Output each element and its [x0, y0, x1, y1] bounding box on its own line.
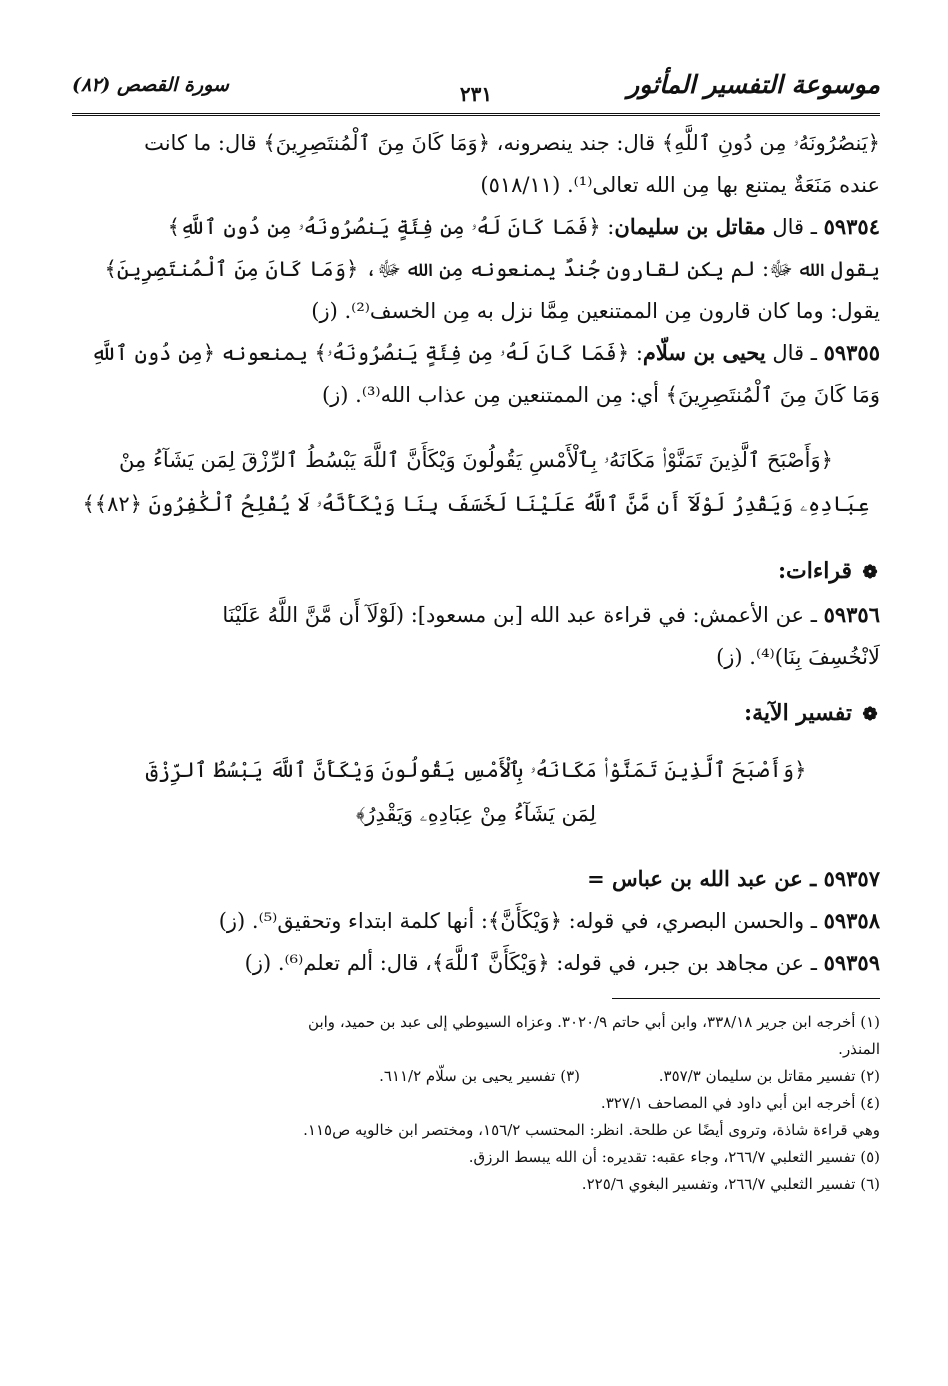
book-page: [72, 60, 880, 1350]
footnote-6: (٦) تفسير الثعلبي ٢٦٦/٧، وتفسير البغوي ٢٢٥/٦.: [581, 1175, 880, 1193]
footnote-divider: [612, 998, 880, 999]
quran-verse-line: ﴿وَأَصْبَحَ ٱلَّذِينَ تَمَنَّوْا۟ مَكَانَهُۥ بِٱلْأَمْسِ يَقُولُونَ وَيْكَأَنَّ ٱللَّهَ يَبْسُطُ ٱلرِّزْقَ لِمَن يَشَآءُ مِنْ: [119, 448, 833, 472]
heading-label: قراءات:: [777, 558, 852, 584]
book-title: موسوعة التفسير المأثور: [627, 70, 880, 99]
page-number: ٢٣١: [459, 82, 493, 106]
footnote-4-cont: وهي قراءة شاذة، وتروى أيضًا عن طلحة. انظر: المحتسب ١٥٦/٢، ومختصر ابن خالويه ص١١٥.: [303, 1121, 880, 1139]
narrator-name: يحيى بن سلّام: [642, 340, 766, 365]
narration-number: ٥٩٣٥٤: [823, 214, 880, 239]
footnote-1-cont: المنذر.: [838, 1040, 880, 1058]
footnote-2: (٢) تفسير مقاتل بن سليمان ٣٥٧/٣.: [658, 1067, 880, 1085]
narration-5357: [72, 858, 880, 900]
heading-label: تفسير الآية:: [743, 700, 852, 726]
quran-verse-line: لِمَن يَشَآءُ مِنْ عِبَادِهِۦ وَيَقْدِرُ﴾: [356, 802, 596, 826]
flower-ornament-icon: ❁: [862, 562, 878, 583]
footnote-pair: [72, 1063, 880, 1090]
footnote-3: (٣) تفسير يحيى بن سلّام ٦١١/٢.: [379, 1067, 580, 1085]
text-line: ﴿يَنصُرُونَهُۥ مِن دُونِ ٱللَّهِ﴾ قال: جند ينصرونه، ﴿وَمَا كَانَ مِنَ ٱلْمُنتَصِرِينَ﴾ قال: ما كانت: [144, 131, 880, 155]
footnote-5: (٥) تفسير الثعلبي ٢٦٦/٧، وجاء عقبه: تقديره: أن الله يبسط الرزق.: [468, 1148, 880, 1166]
footnote-1: (١) أخرجه ابن جرير ٣٣٨/١٨، وابن أبي حاتم ٣٠٢٠/٩. وعزاه السيوطي إلى عبد بن حميد، وابن: [308, 1013, 880, 1031]
footnotes: [72, 1009, 880, 1198]
narration-5354: [72, 206, 880, 248]
narration-text: ـ عن عبد الله بن عباس =: [587, 866, 824, 891]
narration-number: ٥٩٣٥٧: [823, 866, 880, 891]
text-line: عنده مَنَعَةٌ يمتنع بها مِن الله تعالى⁽¹⁾. (٥١٨/١١): [480, 173, 880, 197]
main-text: [72, 116, 880, 984]
quran-verse-line: عِبَادِهِۦ وَيَقْدِرُ لَوْلَآ أَن مَّنَّ ٱللَّهُ عَلَيْنَا لَخَسَفَ بِنَا وَيْكَأَنَّهُۥ لَا يُفْلِحُ ٱلْكَٰفِرُونَ ﴿٨٢﴾﴾: [82, 492, 870, 516]
narration-number: ٥٩٣٥٩: [823, 950, 880, 975]
narration-text: ـ عن الأعمش: في قراءة عبد الله [بن مسعود]: (لَوْلَآ أَن مَّنَّ اللَّهُ عَلَيْنَا: [222, 603, 824, 627]
spacer: [72, 526, 880, 548]
narration-text: ـ والحسن البصري، في قوله: ﴿وَيْكَأَنَّ﴾: أنها كلمة ابتداء وتحقيق⁽⁵⁾. (ز): [218, 909, 824, 933]
text-line: يقول الله ﷻ: لم يكن لقارون جُندٌ يمنعونه مِن الله ﷻ، ﴿وَمَا كَانَ مِنَ ٱلْمُنتَصِرِينَ﴾: [104, 257, 880, 281]
narration-intro: ـ قال: [765, 215, 824, 239]
spacer: [72, 736, 880, 748]
spacer: [72, 678, 880, 690]
narration-5359: [72, 942, 880, 984]
section-heading-tafsir: [72, 690, 880, 736]
narration-text: : ﴿فَمَا كَانَ لَهُۥ مِن فِئَةٍ يَنصُرُونَهُۥ مِن دُونِ ٱللَّهِ﴾: [167, 215, 615, 239]
narration-text: : ﴿فَمَا كَانَ لَهُۥ مِن فِئَةٍ يَنصُرُونَهُۥ﴾ يمنعونه ﴿مِن دُونِ ٱللَّهِ: [90, 341, 643, 365]
narration-number: ٥٩٣٥٦: [823, 602, 880, 627]
narration-intro: ـ قال: [765, 341, 824, 365]
narration-number: ٥٩٣٥٨: [823, 908, 880, 933]
narration-text: ـ عن مجاهد بن جبر، في قوله: ﴿وَيْكَأَنَّ ٱللَّهَ﴾، قال: ألم تعلم⁽⁶⁾. (ز): [244, 951, 824, 975]
spacer: [72, 836, 880, 858]
narration-5355: [72, 332, 880, 374]
header-rule: [72, 113, 880, 116]
narrator-name: مقاتل بن سليمان: [614, 214, 766, 239]
narration-number: ٥٩٣٥٥: [823, 340, 880, 365]
text-line: لَانْخُسِفَ بِنَا)⁽⁴⁾. (ز): [716, 645, 880, 669]
text-line: يقول: وما كان قارون مِن الممتنعين مِمَّا نزل به مِن الخسف⁽²⁾. (ز): [311, 299, 880, 323]
page-header: [72, 60, 880, 116]
flower-ornament-icon: ❁: [862, 704, 878, 725]
surah-title: سورة القصص (٨٢): [72, 74, 229, 96]
spacer: [72, 416, 880, 438]
quran-verse-line: ﴿وَأَصْبَحَ ٱلَّذِينَ تَمَنَّوْا۟ مَكَانَهُۥ بِٱلْأَمْسِ يَقُولُونَ وَيْكَأَنَّ ٱللَّهَ يَبْسُطُ ٱلرِّزْقَ: [145, 758, 807, 782]
narration-5356: [72, 594, 880, 636]
text-line: وَمَا كَانَ مِنَ ٱلْمُنتَصِرِينَ﴾ أي: مِن الممتنعين مِن عذاب الله⁽³⁾. (ز): [321, 383, 880, 407]
section-heading-qiraat: [72, 548, 880, 594]
narration-5358: [72, 900, 880, 942]
footnote-4: (٤) أخرجه ابن أبي داود في المصاحف ٣٢٧/١.: [600, 1094, 880, 1112]
